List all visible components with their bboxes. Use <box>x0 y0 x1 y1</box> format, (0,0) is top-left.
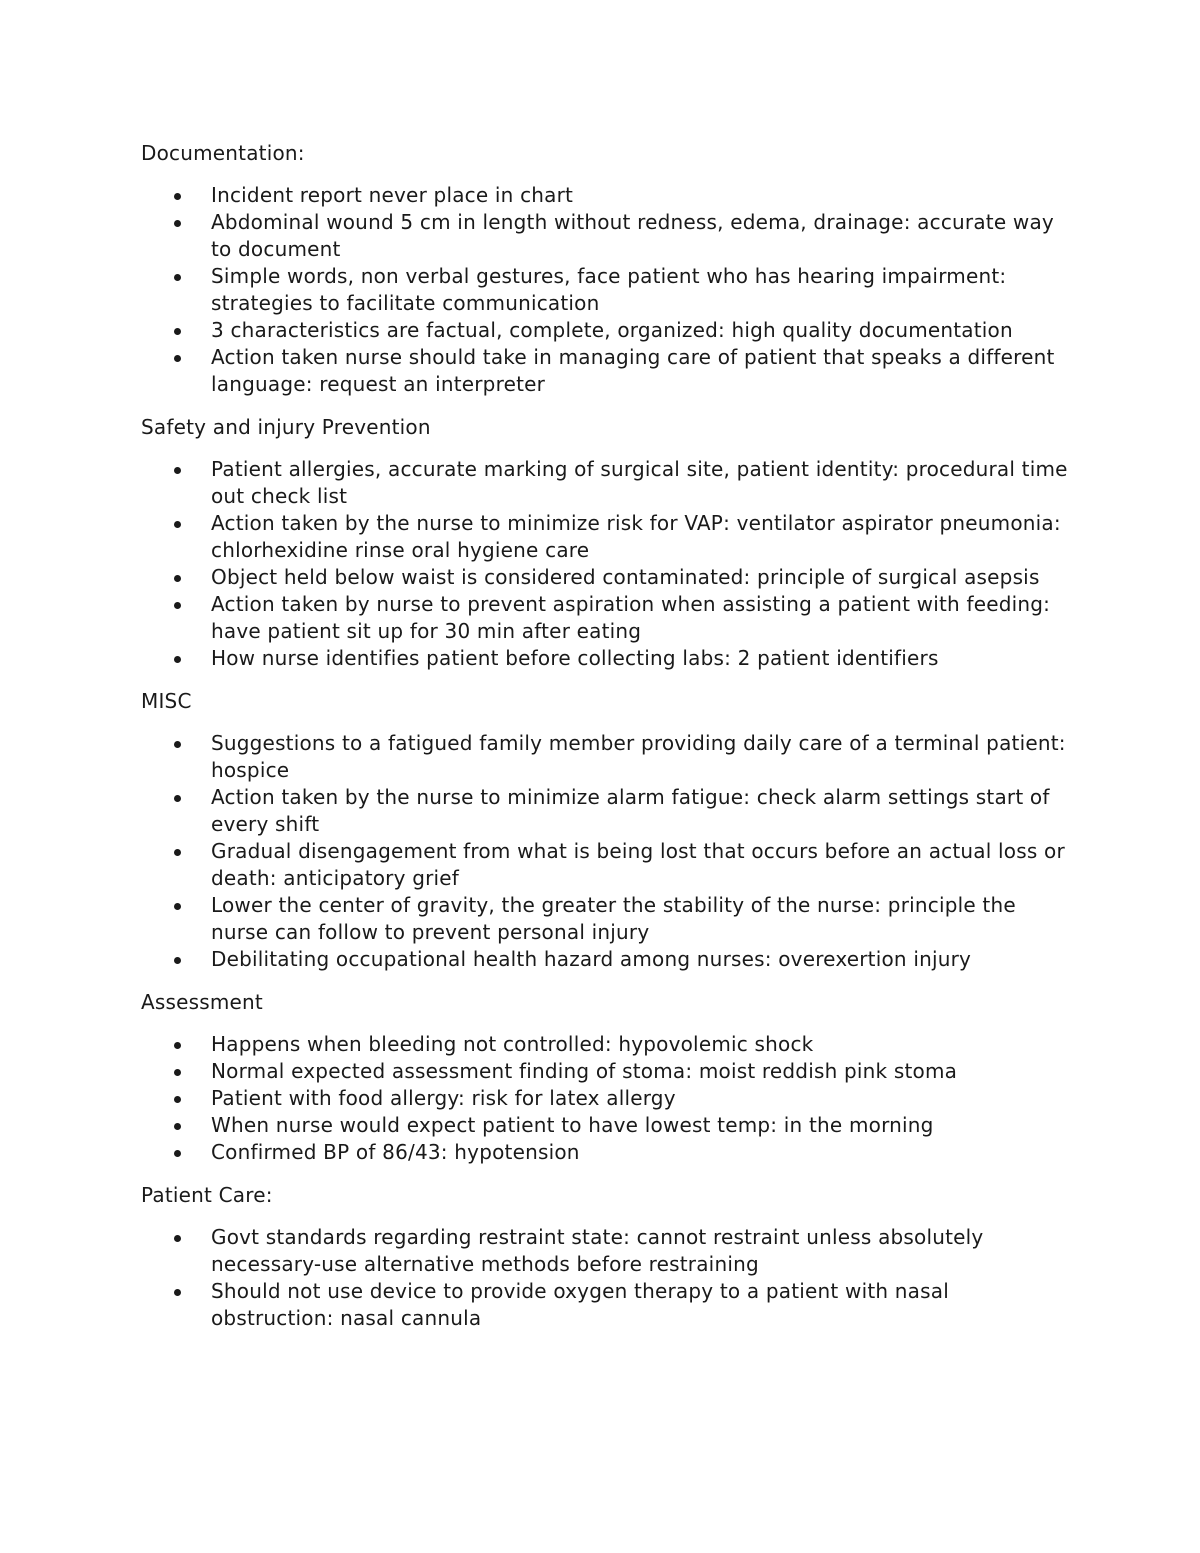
list-item <box>141 645 1071 672</box>
list-item <box>141 1085 1071 1112</box>
bullet-icon <box>174 220 181 227</box>
list-item-text: Action taken by the nurse to minimize risk for VAP: ventilator aspirator pneumonia: chlorhexidine rinse oral hygiene care <box>211 511 1061 562</box>
list-item <box>141 182 1071 209</box>
document-page <box>141 140 1071 1348</box>
section-heading: Documentation: <box>141 141 305 165</box>
bullet-list <box>141 182 1071 398</box>
list-item <box>141 892 1071 946</box>
bullet-icon <box>174 1096 181 1103</box>
list-item <box>141 1031 1071 1058</box>
bullet-list <box>141 456 1071 672</box>
bullet-icon <box>174 328 181 335</box>
list-item-text: Gradual disengagement from what is being lost that occurs before an actual loss or death: anticipatory grief <box>211 839 1065 890</box>
bullet-icon <box>174 656 181 663</box>
list-item <box>141 1058 1071 1085</box>
bullet-icon <box>174 849 181 856</box>
bullet-icon <box>174 1150 181 1157</box>
list-item-text: Normal expected assessment finding of stoma: moist reddish pink stoma <box>211 1059 958 1083</box>
list-item <box>141 209 1071 263</box>
list-item <box>141 838 1071 892</box>
bullet-icon <box>174 575 181 582</box>
list-item <box>141 317 1071 344</box>
list-item <box>141 1224 1071 1278</box>
list-item <box>141 456 1071 510</box>
section-heading: Patient Care: <box>141 1183 273 1207</box>
list-item-text: Patient allergies, accurate marking of surgical site, patient identity: procedural time out check list <box>211 457 1068 508</box>
list-item <box>141 344 1071 398</box>
list-item <box>141 946 1071 973</box>
bullet-icon <box>174 602 181 609</box>
list-item <box>141 784 1071 838</box>
list-item-text: Abdominal wound 5 cm in length without redness, edema, drainage: accurate way to document <box>211 210 1054 261</box>
list-item-text: Should not use device to provide oxygen therapy to a patient with nasal obstruction: nasal cannula <box>211 1279 949 1330</box>
list-item-text: Lower the center of gravity, the greater the stability of the nurse: principle the nurse can follow to prevent personal injury <box>211 893 1016 944</box>
section-heading: Safety and injury Prevention <box>141 415 431 439</box>
section-assessment <box>141 989 1071 1166</box>
list-item-text: Patient with food allergy: risk for latex allergy <box>211 1086 676 1110</box>
bullet-icon <box>174 1042 181 1049</box>
list-item-text: Happens when bleeding not controlled: hypovolemic shock <box>211 1032 814 1056</box>
bullet-list <box>141 1031 1071 1166</box>
bullet-icon <box>174 355 181 362</box>
list-item <box>141 1139 1071 1166</box>
list-item <box>141 591 1071 645</box>
list-item-text: Object held below waist is considered contaminated: principle of surgical asepsis <box>211 565 1040 589</box>
list-item-text: Confirmed BP of 86/43: hypotension <box>211 1140 580 1164</box>
list-item-text: Govt standards regarding restraint state: cannot restraint unless absolutely necessary-use alternative methods before restraining <box>211 1225 984 1276</box>
bullet-icon <box>174 957 181 964</box>
list-item-text: Incident report never place in chart <box>211 183 574 207</box>
list-item <box>141 510 1071 564</box>
section-safety-injury-prevention <box>141 414 1071 672</box>
section-documentation <box>141 140 1071 398</box>
list-item-text: Action taken by nurse to prevent aspiration when assisting a patient with feeding: have patient sit up for 30 min after eating <box>211 592 1051 643</box>
bullet-icon <box>174 521 181 528</box>
list-item <box>141 564 1071 591</box>
list-item <box>141 730 1071 784</box>
list-item-text: Simple words, non verbal gestures, face patient who has hearing impairment: strategies to facilitate communication <box>211 264 1007 315</box>
bullet-icon <box>174 467 181 474</box>
list-item <box>141 1278 1071 1332</box>
bullet-icon <box>174 795 181 802</box>
list-item-text: Action taken nurse should take in managing care of patient that speaks a different language: request an interpreter <box>211 345 1055 396</box>
bullet-icon <box>174 193 181 200</box>
section-heading: MISC <box>141 689 192 713</box>
bullet-icon <box>174 1123 181 1130</box>
list-item-text: Debilitating occupational health hazard among nurses: overexertion injury <box>211 947 972 971</box>
bullet-icon <box>174 1235 181 1242</box>
bullet-icon <box>174 741 181 748</box>
section-heading: Assessment <box>141 990 263 1014</box>
bullet-list <box>141 730 1071 973</box>
list-item-text: When nurse would expect patient to have lowest temp: in the morning <box>211 1113 934 1137</box>
list-item <box>141 263 1071 317</box>
bullet-icon <box>174 1289 181 1296</box>
list-item <box>141 1112 1071 1139</box>
section-misc <box>141 688 1071 973</box>
list-item-text: Suggestions to a fatigued family member providing daily care of a terminal patient: hospice <box>211 731 1066 782</box>
list-item-text: Action taken by the nurse to minimize alarm fatigue: check alarm settings start of every shift <box>211 785 1050 836</box>
bullet-list <box>141 1224 1071 1332</box>
bullet-icon <box>174 903 181 910</box>
bullet-icon <box>174 274 181 281</box>
section-patient-care <box>141 1182 1071 1332</box>
bullet-icon <box>174 1069 181 1076</box>
list-item-text: 3 characteristics are factual, complete, organized: high quality documentation <box>211 318 1013 342</box>
list-item-text: How nurse identifies patient before collecting labs: 2 patient identifiers <box>211 646 939 670</box>
